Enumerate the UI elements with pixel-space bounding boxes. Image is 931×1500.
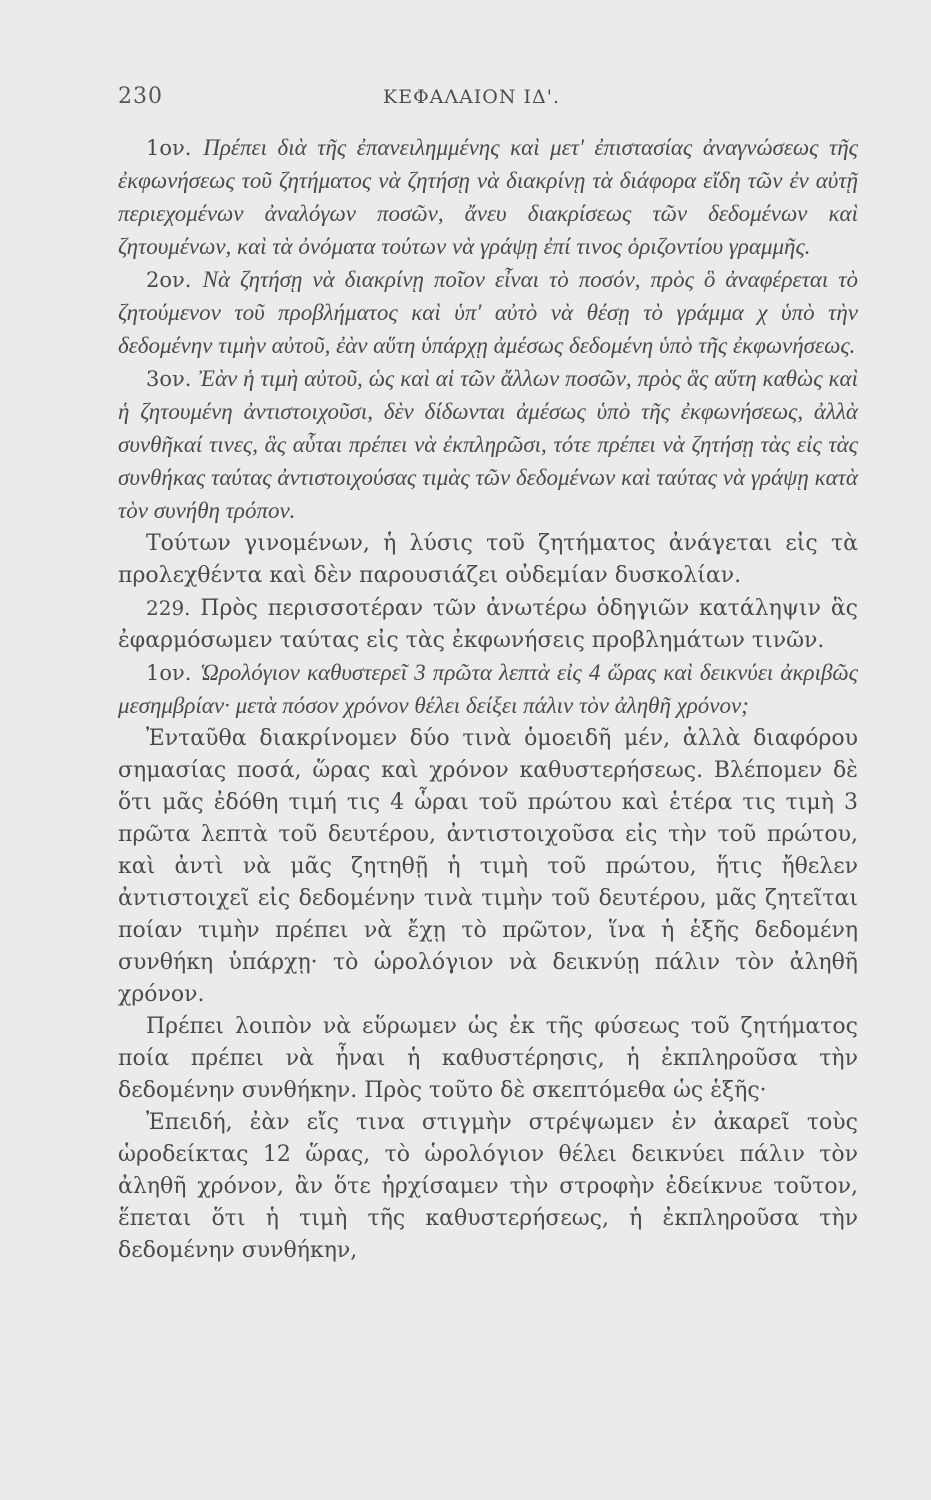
paragraph-6	[118, 657, 858, 723]
paragraph-text: Ἐπειδή, ἐὰν εἴς τινα στιγμὴν στρέψωμεν ἐν ἀκαρεῖ τοὺς ὡροδείκτας 12 ὥρας, τὸ ὡρολόγιον θέλει δεικνύει πάλιν τὸν ἀληθῆ χρόνον, ἂν ὅτε ἠρχίσαμεν τὴν στροφὴν ἐδείκνυε τοῦτον, ἕπεται ὅτι ἡ τιμὴ τῆς καθυστερήσεως, ἡ ἐκπληροῦσα τὴν δεδομένην συνθήκην,	[118, 1110, 858, 1263]
paragraph-5	[118, 592, 858, 657]
paragraph-text: Ἐνταῦθα διακρίνομεν δύο τινὰ ὁμοειδῆ μέν, ἀλλὰ διαφόρου σημασίας ποσά, ὥρας καὶ χρόνον καθυστερήσεως. Βλέπομεν δὲ ὅτι μᾶς ἐδόθη τιμή τις 4 ὧραι τοῦ πρώτου καὶ ἑτέρα τις τιμὴ 3 πρῶτα λεπτὰ τοῦ δευτέρου, ἀντιστοιχοῦσα εἰς τὴν τοῦ πρώτου, καὶ ἀντὶ νὰ μᾶς ζητηθῇ ἡ τιμὴ τοῦ πρώτου, ἥτις ἤθελεν ἀντιστοιχεῖ εἰς δεδομένην τινὰ τιμὴν τοῦ δευτέρου, μᾶς ζητεῖται ποίαν τιμὴν πρέπει νὰ ἔχῃ τὸ πρῶτον, ἵνα ἡ ἑξῆς δεδομένη συνθήκη ὑπάρχῃ· τὸ ὡρολόγιον νὰ δεικνύῃ πάλιν τὸν ἀληθῆ χρόνον.	[118, 726, 858, 1007]
page-number: 230	[118, 84, 163, 109]
paragraph-text: Πρὸς περισσοτέραν τῶν ἀνωτέρω ὁδηγιῶν κατάληψιν ἃς ἐφαρμόσωμεν ταύτας εἰς τὰς ἐκφωνήσεις προβλημάτων τινῶν.	[118, 596, 858, 653]
paragraph-lead: 3ον.	[146, 367, 192, 391]
paragraph-1	[118, 132, 858, 264]
paragraph-3	[118, 363, 858, 528]
paragraph-8	[118, 1011, 858, 1107]
page-header	[118, 84, 858, 120]
paragraph-9	[118, 1107, 858, 1267]
section-number: 229.	[146, 596, 191, 620]
paragraph-text: Πρέπει λοιπὸν νὰ εὕρωμεν ὡς ἐκ τῆς φύσεως τοῦ ζητήματος ποία πρέπει νὰ ἦναι ἡ καθυστέρησις, ἡ ἐκπληροῦσα τὴν δεδομένην συνθήκην. Πρὸς τοῦτο δὲ σκεπτόμεθα ὡς ἑξῆς·	[118, 1014, 858, 1103]
body-text	[118, 132, 858, 1267]
paragraph-text: Ὡρολόγιον καθυστερεῖ 3 πρῶτα λεπτὰ εἰς 4 ὥρας καὶ δεικνύει ἀκριβῶς μεσημβρίαν· μετὰ πόσον χρόνον θέλει δείξει πάλιν τὸν ἀληθῆ χρόνον;	[118, 660, 858, 718]
paragraph-text: Ἐὰν ἡ τιμὴ αὐτοῦ, ὡς καὶ αἱ τῶν ἄλλων ποσῶν, πρὸς ἃς αὕτη καθὼς καὶ ἡ ζητουμένη ἀντιστοιχοῦσι, δὲν δίδωνται ἀμέσως ὑπὸ τῆς ἐκφωνήσεως, ἀλλὰ συνθῆκαί τινες, ἃς αὗται πρέπει νὰ ἐκπληρῶσι, τότε πρέπει νὰ ζητήσῃ τὰς εἰς τὰς συνθήκας ταύτας ἀντιστοιχούσας τιμὰς τῶν δεδομένων καὶ ταύτας νὰ γράψῃ κατὰ τὸν συνήθη τρόπον.	[118, 366, 858, 523]
paragraph-7	[118, 723, 858, 1011]
paragraph-text: Νὰ ζητήσῃ νὰ διακρίνῃ ποῖον εἶναι τὸ ποσόν, πρὸς ὃ ἀναφέρεται τὸ ζητούμενον τοῦ προβλήματος καὶ ὑπ' αὐτὸ νὰ θέσῃ τὸ γράμμα χ ὑπὸ τὴν δεδομένην τιμὴν αὐτοῦ, ἐὰν αὕτη ὑπάρχῃ ἀμέσως δεδομένη ὑπὸ τῆς ἐκφωνήσεως.	[118, 267, 858, 358]
paragraph-text: Πρέπει διὰ τῆς ἐπανειλημμένης καὶ μετ' ἐπιστασίας ἀναγνώσεως τῆς ἐκφωνήσεως τοῦ ζητήματος νὰ ζητήσῃ νὰ διακρίνῃ τὰ διάφορα εἴδη τῶν ἐν αὐτῇ περιεχομένων ἀναλόγων ποσῶν, ἄνευ διακρίσεως τῶν δεδομένων καὶ ζητουμένων, καὶ τὰ ὀνόματα τούτων νὰ γράψῃ ἐπί τινος ὁριζοντίου γραμμῆς.	[118, 135, 858, 259]
running-title: ΚΕΦΑΛΑΙΟΝ ΙΔ'.	[383, 86, 561, 108]
paragraph-lead: 1ον.	[146, 661, 192, 685]
paragraph-4	[118, 528, 858, 592]
paragraph-lead: 1ον.	[146, 136, 192, 160]
paragraph-lead: 2ον.	[146, 268, 192, 292]
paragraph-2	[118, 264, 858, 363]
paragraph-text: Τούτων γινομένων, ἡ λύσις τοῦ ζητήματος ἀνάγεται εἰς τὰ προλεχθέντα καὶ δὲν παρουσιάζει οὐδεμίαν δυσκολίαν.	[118, 531, 858, 588]
